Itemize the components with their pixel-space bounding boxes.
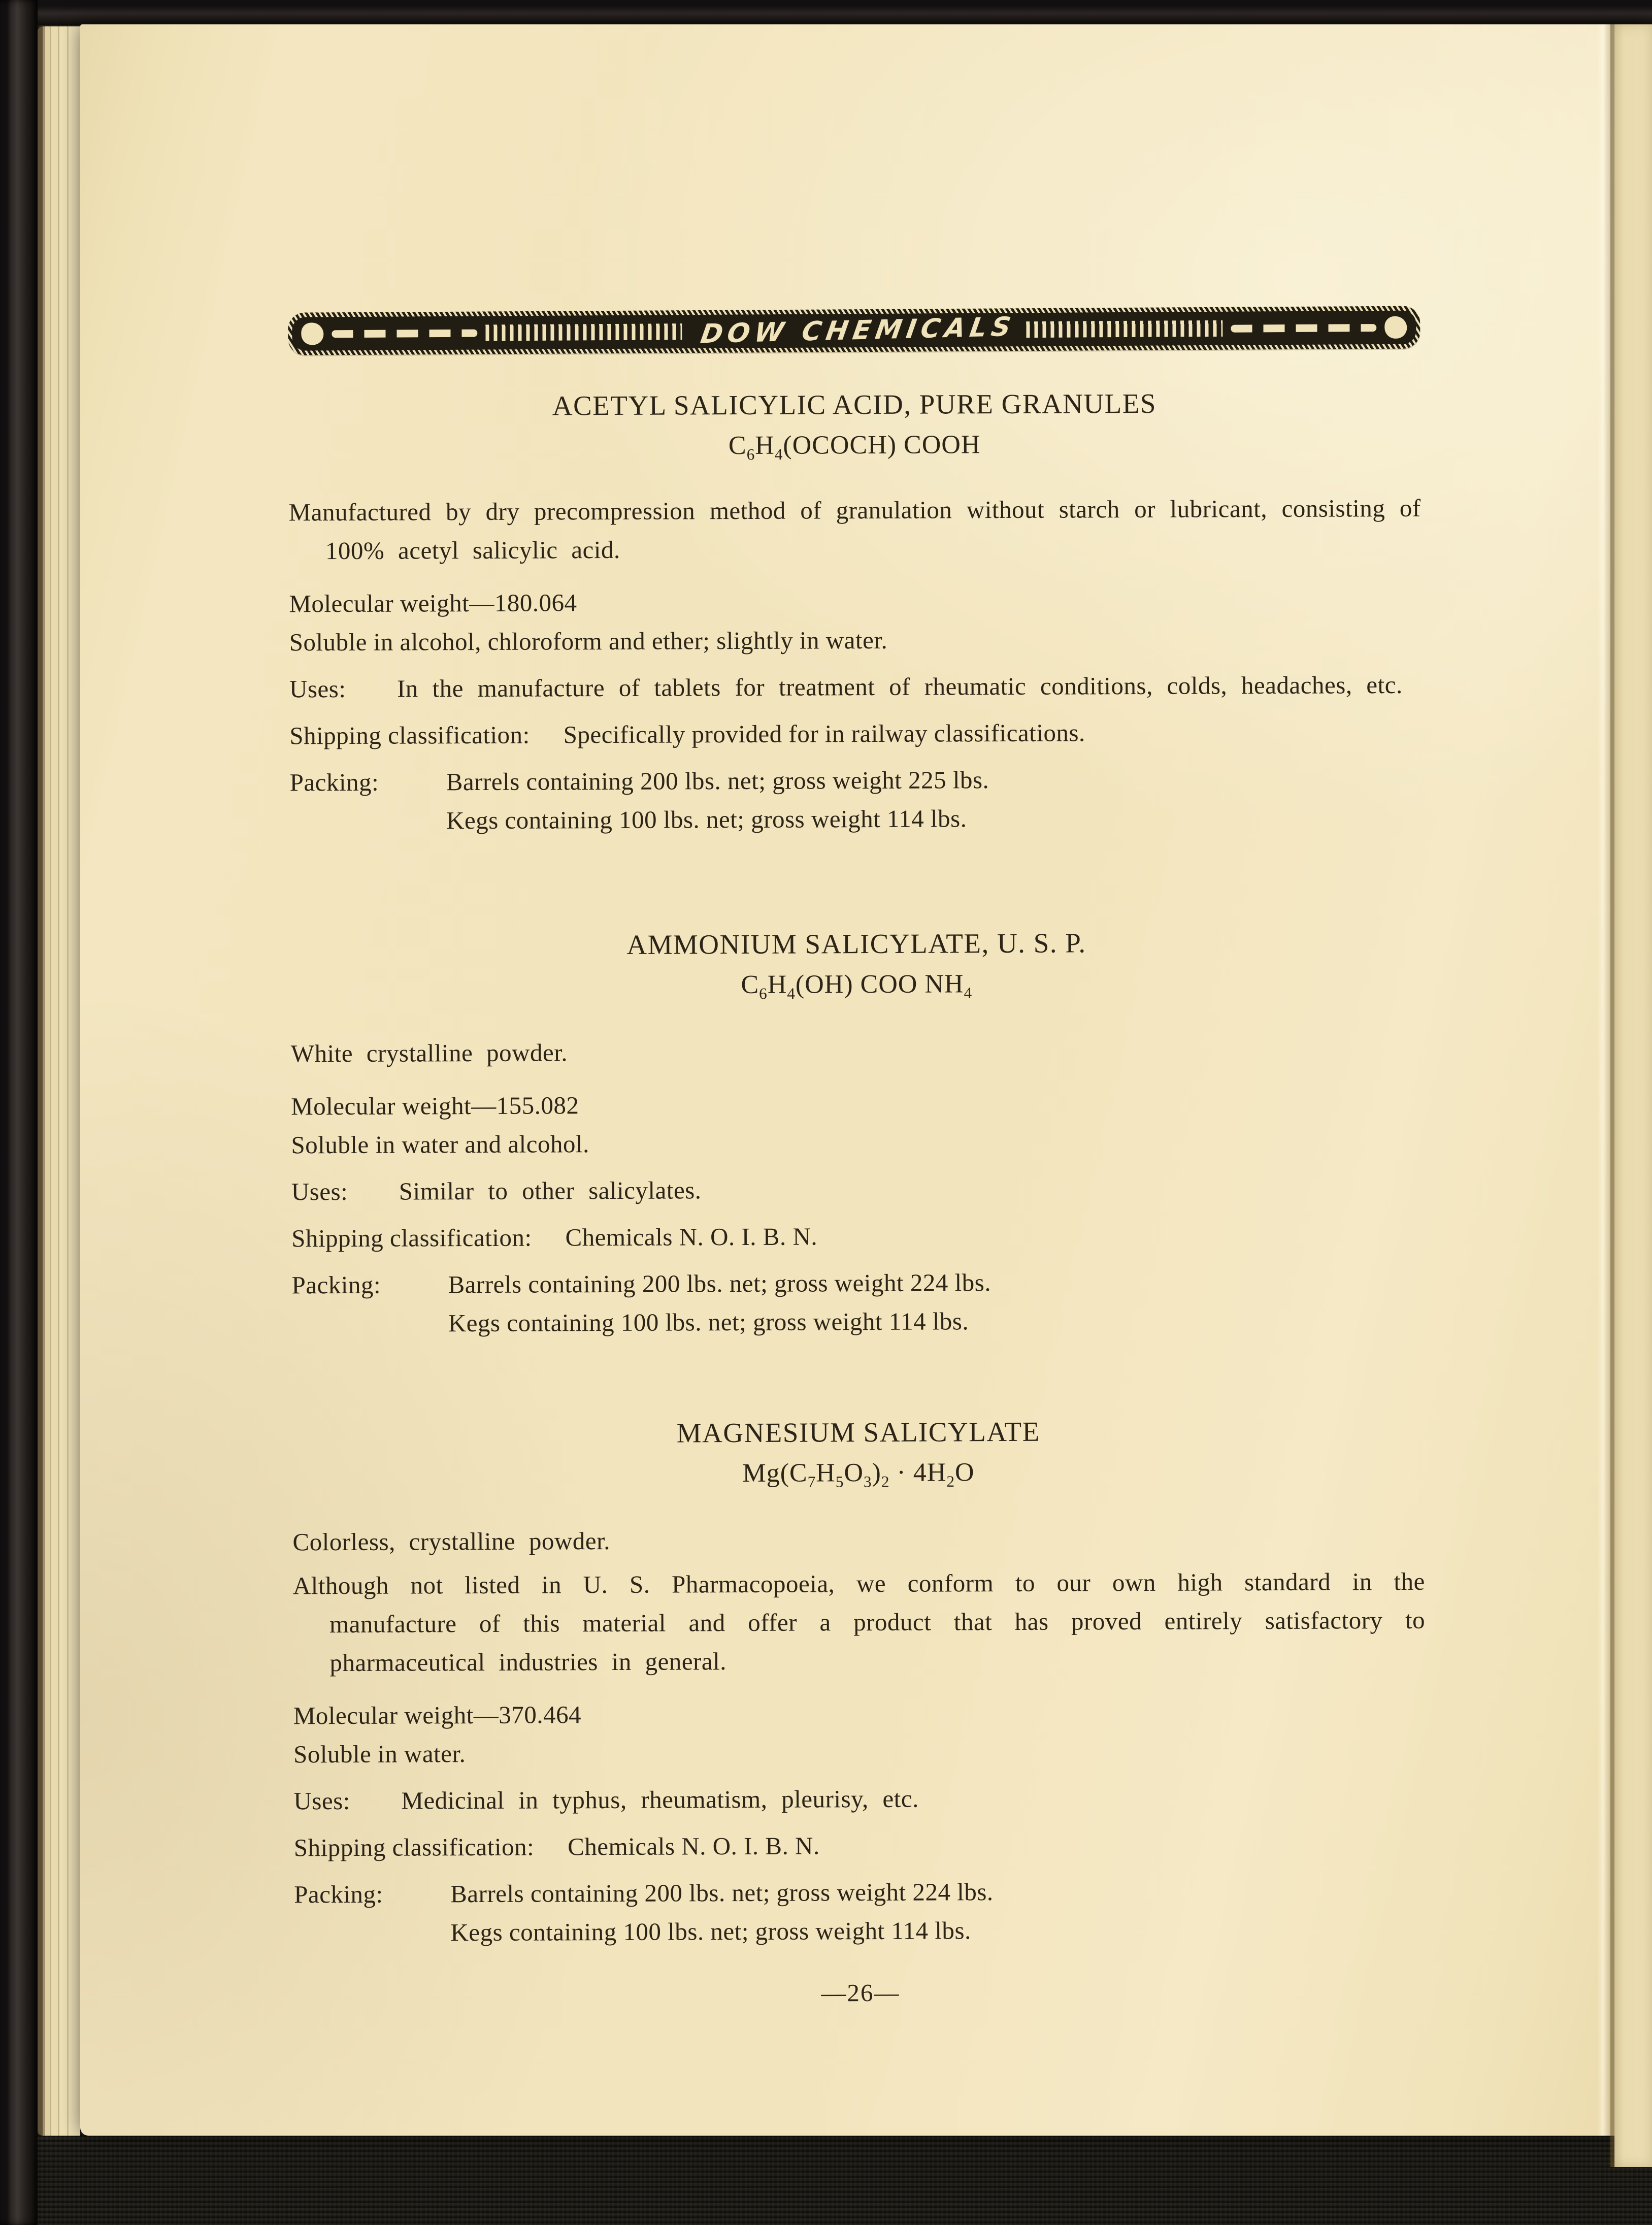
brand-name: DOW CHEMICALS xyxy=(699,311,1018,350)
molecular-weight: Molecular weight—370.464 xyxy=(293,1700,582,1730)
shipping-label: Shipping classification: xyxy=(289,721,530,750)
uses-label: Uses: xyxy=(289,674,346,703)
packing-row xyxy=(290,759,1423,841)
shipping-text: Chemicals N. O. I. B. N. xyxy=(565,1222,818,1252)
solubility: Soluble in alcohol, chloroform and ether; slightly in water. xyxy=(289,626,888,657)
solubility: Soluble in water and alcohol. xyxy=(291,1130,589,1159)
chemical-formula: $C_6H_4(OH)$ COO $NH_4$ xyxy=(741,969,973,1003)
shipping-text: Chemicals N. O. I. B. N. xyxy=(568,1831,820,1861)
page-crease xyxy=(1597,24,1610,2136)
molecular-weight: Molecular weight—155.082 xyxy=(291,1091,579,1121)
packing-label: Packing: xyxy=(291,1270,381,1299)
uses-label: Uses: xyxy=(291,1177,348,1206)
shipping-label: Shipping classification: xyxy=(293,1833,535,1862)
page-content xyxy=(287,22,1427,2015)
shipping-label: Shipping classification: xyxy=(291,1223,532,1253)
description-paragraph: Colorless, crystalline powder. xyxy=(292,1527,611,1556)
shipping-text: Specifically provided for in railway classifications. xyxy=(563,718,1085,749)
chemical-formula: $Mg(C_7H_5O_3)_2 \cdot 4H_2O$ xyxy=(742,1458,975,1491)
packing-row xyxy=(291,1262,1424,1344)
banner-end-ornament-left-icon xyxy=(301,322,323,345)
solubility: Soluble in water. xyxy=(293,1740,466,1769)
shipping-row xyxy=(294,1824,1426,1868)
packing-line: Barrels containing 200 lbs. net; gross weight 225 lbs. xyxy=(446,766,989,796)
description-paragraph: Although not listed in U. S. Pharmacopoeia, we conform to our own high standard in the manufacture of this material and offer a product that has proved entirely satisfactory to pharmaceutical industries in general. xyxy=(292,1567,1426,1677)
chemical-formula: $C_6H_4(OCOCH)$ COOH xyxy=(728,430,981,464)
description-paragraph: Manufactured by dry precompression method of granulation without starch or lubricant, consisting of 100% acetyl salicylic acid. xyxy=(288,494,1421,565)
brand-banner-core xyxy=(292,311,1416,351)
next-page-edge xyxy=(1610,24,1652,2167)
uses-label: Uses: xyxy=(293,1786,350,1815)
banner-dash-rule-left xyxy=(332,329,477,338)
banner-comb-rule-right xyxy=(1026,320,1223,338)
book-cover-left-edge xyxy=(0,0,38,2225)
packing-line: Barrels containing 200 lbs. net; gross weight 224 lbs. xyxy=(448,1268,992,1299)
uses-row xyxy=(293,1778,1426,1821)
banner-end-ornament-right-icon xyxy=(1384,316,1407,339)
packing-label: Packing: xyxy=(289,768,379,797)
uses-row xyxy=(289,666,1422,709)
section-title: MAGNESIUM SALICYLATE xyxy=(676,1416,1040,1449)
description-paragraph: White crystalline powder. xyxy=(290,1038,568,1068)
shipping-row xyxy=(291,1215,1424,1258)
page-stack-edges xyxy=(38,26,80,2136)
uses-row xyxy=(291,1168,1424,1212)
section-title: AMMONIUM SALICYLATE, U. S. P. xyxy=(626,927,1086,960)
packing-line: Kegs containing 100 lbs. net; gross weight 114 lbs. xyxy=(446,804,967,835)
banner-comb-rule-left xyxy=(485,323,682,341)
packing-line: Kegs containing 100 lbs. net; gross weight 114 lbs. xyxy=(450,1916,971,1947)
shipping-row xyxy=(289,712,1422,756)
banner-dash-rule-right xyxy=(1231,324,1376,333)
uses-text: Medicinal in typhus, rheumatism, pleurisy, etc. xyxy=(401,1784,919,1815)
packing-label: Packing: xyxy=(294,1880,383,1909)
page-number: —26— xyxy=(821,1978,900,2007)
uses-text: In the manufacture of tablets for treatment of rheumatic conditions, colds, headaches, etc. xyxy=(397,670,1403,703)
packing-row xyxy=(294,1871,1427,1953)
uses-text: Similar to other salicylates. xyxy=(399,1176,702,1205)
molecular-weight: Molecular weight—180.064 xyxy=(289,588,577,618)
packing-line: Kegs containing 100 lbs. net; gross weight 114 lbs. xyxy=(448,1307,969,1337)
section-title: ACETYL SALICYLIC ACID, PURE GRANULES xyxy=(552,387,1157,421)
packing-line: Barrels containing 200 lbs. net; gross weight 224 lbs. xyxy=(450,1878,994,1908)
brand-banner xyxy=(288,306,1420,355)
